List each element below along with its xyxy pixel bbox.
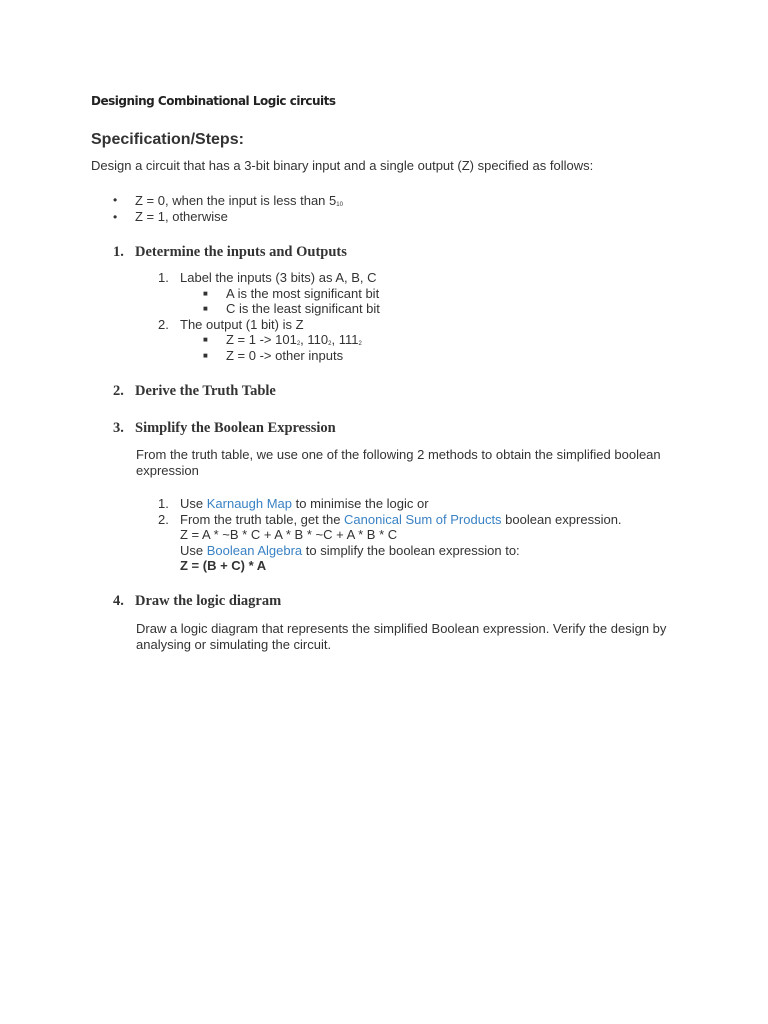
list-item: 2. The output (1 bit) is Z bbox=[158, 316, 304, 332]
intro-text: Design a circuit that has a 3-bit binary input and a single output (Z) specified as follows: bbox=[91, 158, 594, 173]
bullet-text: Z = 1, otherwise bbox=[135, 209, 228, 225]
list-item: ■ Z = 0 -> other inputs bbox=[203, 347, 344, 363]
list-item bbox=[113, 209, 343, 226]
boolean-algebra-link[interactable]: Boolean Algebra bbox=[206, 542, 303, 558]
step-4-paragraph: Draw a logic diagram that represents the simplified Boolean expression. Verify the design by analysing or simulating the circuit. bbox=[136, 621, 667, 652]
bullet-icon: • bbox=[113, 209, 118, 224]
list-item bbox=[113, 192, 343, 209]
expression-text: Z = A * ~B * C + A * B * ~C + A * B * C bbox=[180, 527, 398, 542]
spec-heading: Specification/Steps: bbox=[91, 131, 244, 148]
square-bullet-icon: ■ bbox=[203, 304, 208, 314]
step-4-heading: 4. Draw the logic diagram bbox=[113, 593, 282, 609]
bullet-icon: • bbox=[113, 193, 118, 208]
list-item: 2. From the truth table, get the Canonical Sum of Products boolean expression. bbox=[158, 511, 622, 527]
document-title: Designing Combinational Logic circuits bbox=[91, 94, 336, 108]
square-bullet-icon: ■ bbox=[203, 288, 208, 298]
list-item: ■ A is the most significant bit bbox=[203, 285, 380, 301]
step-1-heading: 1. Determine the inputs and Outputs bbox=[113, 244, 347, 260]
square-bullet-icon: ■ bbox=[203, 335, 208, 345]
simplified-expression: Z = (B + C) * A bbox=[180, 558, 267, 573]
square-bullet-icon: ■ bbox=[203, 350, 208, 360]
karnaugh-map-link[interactable]: Karnaugh Map bbox=[206, 496, 293, 512]
step-3-paragraph: From the truth table, we use one of the following 2 methods to obtain the simplified boolean expression bbox=[136, 447, 661, 478]
step-1-list bbox=[158, 270, 380, 363]
step-3-heading: 3. Simplify the Boolean Expression bbox=[113, 420, 336, 436]
spec-bullet-list bbox=[113, 192, 343, 225]
list-item: 1. Use Karnaugh Map to minimise the logic or bbox=[158, 496, 429, 512]
step-3-methods-list bbox=[158, 496, 622, 574]
list-item: 1. Label the inputs (3 bits) as A, B, C bbox=[158, 270, 377, 286]
list-item: ■ $Z = 1 -> 101_2$, $110_2$, $111_2$ bbox=[203, 332, 362, 348]
boolean-algebra-line: Use Boolean Algebra to simplify the boolean expression to: bbox=[180, 542, 520, 558]
bullet-text: Z = 0, when the input is less than $5_{10}$ bbox=[135, 192, 343, 208]
step-2-heading: 2. Derive the Truth Table bbox=[113, 383, 276, 399]
canonical-sop-link[interactable]: Canonical Sum of Products bbox=[344, 511, 502, 527]
list-item: ■ C is the least significant bit bbox=[203, 301, 380, 317]
